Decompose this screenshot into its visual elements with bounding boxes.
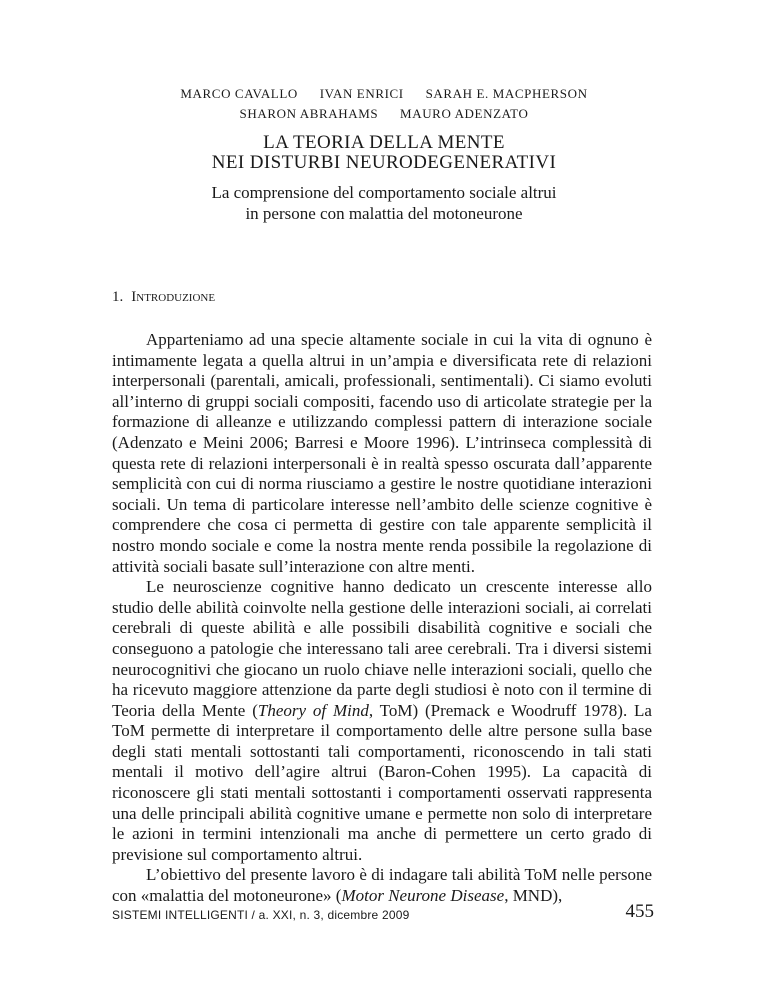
authors-line-1 <box>0 86 768 102</box>
paragraph-2-text-cont: , ToM) (Premack e Woodruff 1978). La ToM permette di interpretare il comportamento delle altre persone sulla base degli stati mentali sottostanti tali comportamenti, riconoscendo in tali stati mentali il motivo dell’agire altrui (Baron-Cohen 1995). La capacità di riconoscere gli stati mentali sottostanti i comportamenti osservati rappresenta una delle principali abilità cognitive umane e permette non solo di interpretare le azioni in termini intenzionali ma anche di permettere un certo grado di previsione sul comportamento altrui. <box>112 700 652 864</box>
page-number: 455 <box>625 901 654 922</box>
section-title-initial: I <box>131 289 137 305</box>
article-subtitle-line-2: in persone con malattia del motoneurone <box>245 204 523 223</box>
article-title-line-1: LA TEORIA DELLA MENTE <box>263 132 505 153</box>
author-name: MAURO ADENZATO <box>400 106 529 121</box>
paragraph-3-text-cont: , MND), <box>504 886 563 906</box>
paragraph-2-italic: Theory of Mind <box>257 700 369 720</box>
article-subtitle-line-1: La comprensione del comportamento sociale altrui <box>211 183 557 202</box>
section-title-rest: ntroduzione <box>136 289 216 305</box>
author-name: SHARON ABRAHAMS <box>239 106 379 121</box>
section-heading <box>112 289 215 306</box>
author-name: IVAN ENRICI <box>319 86 404 101</box>
paragraph-2-text: Le neuroscienze cognitive hanno dedicato un crescente interesse allo studio delle abilità coinvolte nella gestione delle interazioni sociali, ai correlati cerebrali di queste abilità e alle possibili disabilità cognitive e sociali che conseguono a patologie che interessano tali aree cerebrali. Tra i diversi sistemi neurocognitivi che giocano un ruolo chiave nelle interazioni sociali, quello che ha ricevuto maggiore attenzione da parte degli studiosi è noto con il termine di Teoria della Mente ( <box>112 577 652 720</box>
authors-line-2 <box>0 106 768 122</box>
paragraph-2 <box>112 577 652 865</box>
body-text <box>112 330 652 907</box>
paragraph-3-text: L’obiettivo del presente lavoro è di indagare tali abilità ToM nelle persone con «malattia del motoneurone» ( <box>112 865 652 906</box>
author-name: SARAH E. MACPHERSON <box>425 86 588 101</box>
section-number: 1. <box>112 289 124 305</box>
journal-footer: SISTEMI INTELLIGENTI / a. XXI, n. 3, dicembre 2009 <box>112 908 410 922</box>
article-title-line-2: NEI DISTURBI NEURODEGENERATIVI <box>211 152 557 173</box>
paragraph-3 <box>112 865 652 906</box>
paragraph-3-italic: Motor Neurone Disease <box>341 886 505 906</box>
paragraph-1: Apparteniamo ad una specie altamente sociale in cui la vita di ognuno è intimamente legata a quella altrui in un’ampia e diversificata rete di relazioni interpersonali (parentali, amicali, professionali, sentimentali). Ci siamo evoluti all’interno di gruppi sociali compositi, facendo uso di articolate strategie per la formazione di alleanze e utilizzando complessi pattern di interazione sociale (Adenzato e Meini 2006; Barresi e Moore 1996). L’intrinseca complessità di questa rete di relazioni interpersonali è in realtà spesso oscurata dall’apparente semplicità con cui di norma riusciamo a gestire le nostre quotidiane interazioni sociali. Un tema di particolare interesse nell’ambito delle scienze cognitive è comprendere che cosa ci permetta di gestire con tale apparente semplicità il nostro mondo sociale e come la nostra mente renda possibile la regolazione di attività sociali basate sull’interazione con altre menti. <box>112 330 652 576</box>
author-name: MARCO CAVALLO <box>180 86 298 101</box>
